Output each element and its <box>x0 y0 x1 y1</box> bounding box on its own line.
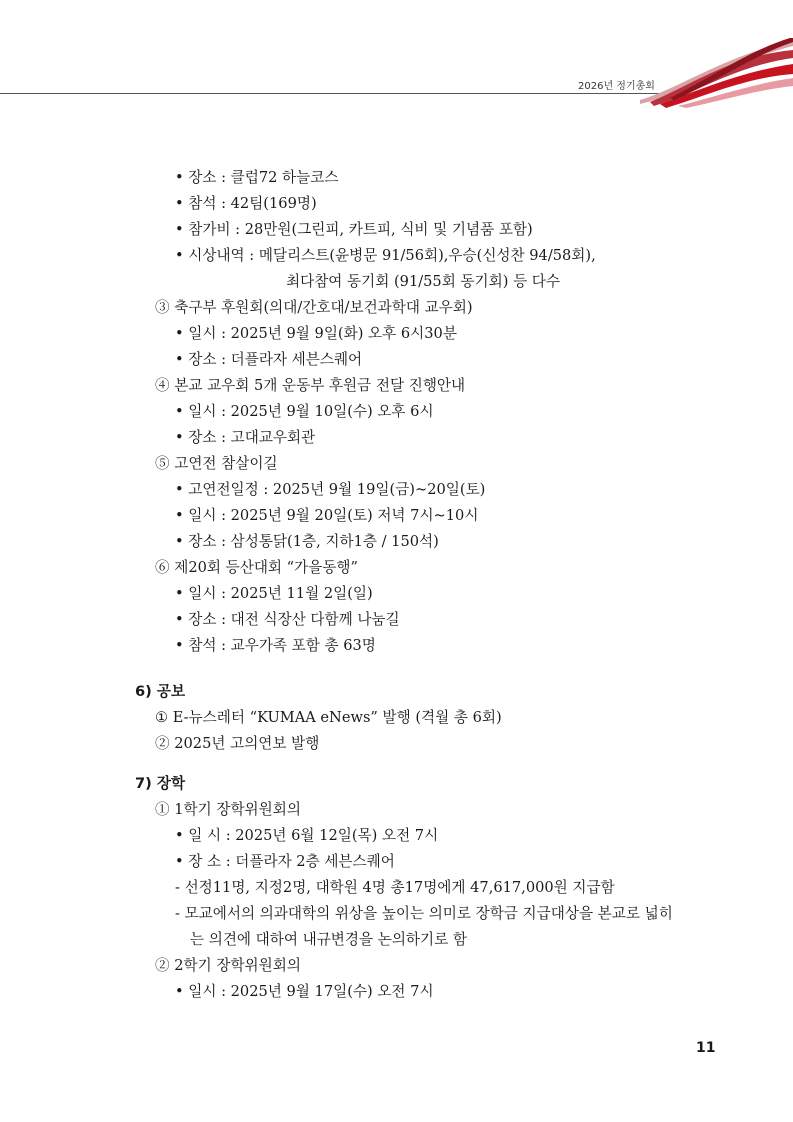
text-line: • 장소 : 삼성통닭(1층, 지하1층 / 150석) <box>175 533 439 550</box>
page-number: 11 <box>696 1040 716 1056</box>
text-line: ⑥ 제20회 등산대회 “가을동행” <box>155 559 358 576</box>
text-line: • 장소 : 더플라자 세븐스퀘어 <box>175 351 363 368</box>
text-line: • 장소 : 클럽72 하늘코스 <box>175 169 339 186</box>
text-line: ① 1학기 장학위원회의 <box>155 801 301 818</box>
text-line: • 일시 : 2025년 9월 9일(화) 오후 6시30분 <box>175 325 457 342</box>
text-line: • 일시 : 2025년 9월 17일(수) 오전 7시 <box>175 983 434 1000</box>
text-line: • 참가비 : 28만원(그린피, 카트피, 식비 및 기념품 포함) <box>175 221 533 238</box>
text-line: ④ 본교 교우회 5개 운동부 후원금 전달 진행안내 <box>155 377 466 394</box>
text-line: • 참석 : 교우가족 포함 총 63명 <box>175 637 376 654</box>
text-line: • 장 소 : 더플라자 2층 세븐스퀘어 <box>175 853 395 870</box>
header-title: 2026년 정기총회 <box>578 81 655 92</box>
text-line: • 시상내역 : 메달리스트(윤병문 91/56회),우승(신성찬 94/58회), <box>175 247 596 264</box>
text-line: • 일시 : 2025년 11월 2일(일) <box>175 585 373 602</box>
text-line: ② 2025년 고의연보 발행 <box>155 735 320 752</box>
header-rule <box>0 93 668 94</box>
text-line: • 일시 : 2025년 9월 20일(토) 저녁 7시~10시 <box>175 507 479 524</box>
text-line: • 고연전일정 : 2025년 9월 19일(금)~20일(토) <box>175 481 486 498</box>
ribbon-decoration <box>640 38 793 108</box>
text-line: ② 2학기 장학위원회의 <box>155 957 301 974</box>
text-line: ⑤ 고연전 참살이길 <box>155 455 278 472</box>
text-line: - 선정11명, 지정2명, 대학원 4명 총17명에게 47,617,000원 지급함 <box>175 879 615 896</box>
section-heading: 6) 공보 <box>135 683 186 700</box>
text-line: - 모교에서의 의과대학의 위상을 높이는 의미로 장학금 지급대상을 본교로 넓히 <box>175 905 673 922</box>
text-line: • 장소 : 고대교우회관 <box>175 429 316 446</box>
text-line: ① E-뉴스레터 “KUMAA eNews” 발행 (격월 총 6회) <box>155 709 502 726</box>
text-line: 최다참여 동기회 (91/55회 동기회) 등 다수 <box>286 273 561 290</box>
section-heading: 7) 장학 <box>135 775 186 792</box>
text-line: • 장소 : 대전 식장산 다함께 나눔길 <box>175 611 400 628</box>
text-line: ③ 축구부 후원회(의대/간호대/보건과학대 교우회) <box>155 299 473 316</box>
text-line: 는 의견에 대하여 내규변경을 논의하기로 함 <box>190 931 467 948</box>
text-line: • 일 시 : 2025년 6월 12일(목) 오전 7시 <box>175 827 439 844</box>
text-line: • 일시 : 2025년 9월 10일(수) 오후 6시 <box>175 403 434 420</box>
text-line: • 참석 : 42팀(169명) <box>175 195 317 212</box>
